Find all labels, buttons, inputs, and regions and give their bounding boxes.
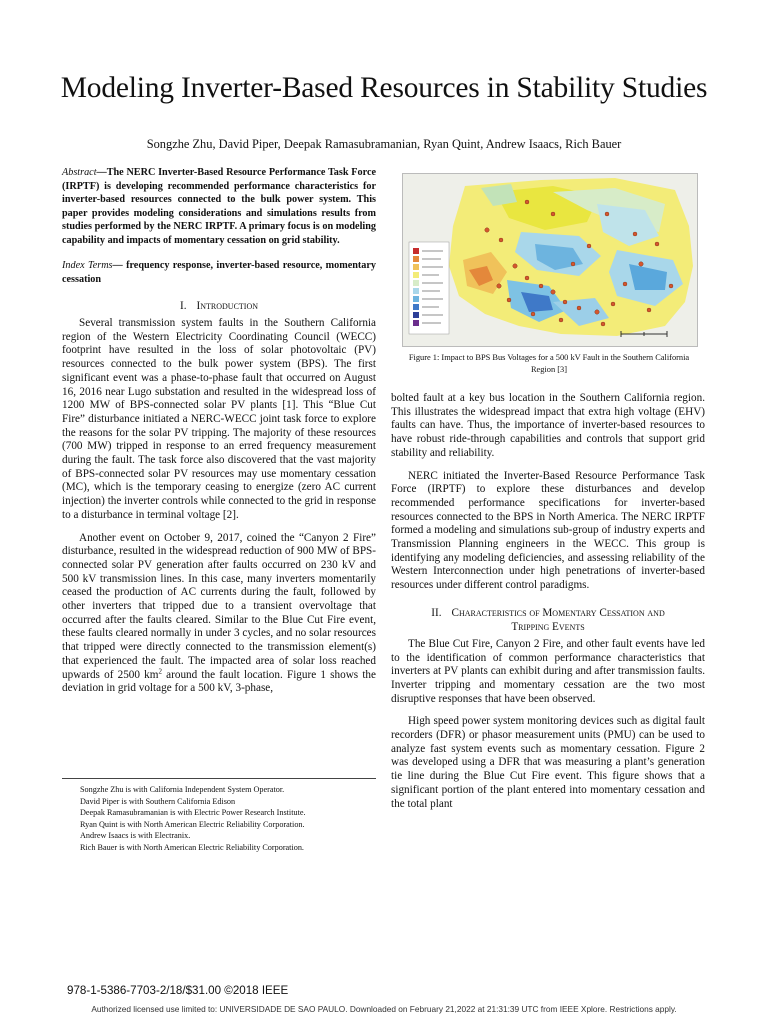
footnote: Songzhe Zhu is with California Independent System Operator. [80,785,285,794]
section-title: Introduction [196,300,259,312]
superscript: 2 [158,666,162,675]
copyright-notice: 978-1-5386-7703-2/18/$31.00 ©2018 IEEE [67,984,289,997]
index-terms [62,259,376,286]
index-terms-dash: — [112,260,127,271]
section-heading-line-2: Tripping Events [511,620,585,633]
paragraph: Several transmission system faults in the Southern California region of the Western Electricity Coordinating Council (WECC) footprint have resulted in the loss of solar photovoltaic (PV) resources connected to the bulk power system (BPS). The first significant event was a phase-to-phase fault that occurred on August 16, 2016 near Lugo substation and resulted in the widespread loss of 1200 MW of BPS-connected solar PV plants [1]. This “Blue Cut Fire” disturbance initiated a NERC-WECC joint task force to explore the reasons for the solar PV tripping. The majority of these resources (700 MW) tripped in response to an erred frequency measurement during the fault. The task force also discovered that the vast majority of BPS-connected solar PV resources may use momentary cessation (MC), which is the temporary ceasing to energize (zero AC current injection) the inverter controls while connected to the grid in response to a disturbance in terminal voltage [2]. [62,317,376,521]
footnote-divider [62,778,376,779]
paragraph-text: Another event on October 9, 2017, coined the “Canyon 2 Fire” disturbance, resulted in the widespread reduction of 900 MW of BPS-connected solar PV generation after faults occurred on 230 kV and 500 kV transmission lines. In this case, many inverters momentarily ceased the production of AC currents during the fault, followed by other inverters that tripped due to a transient overvoltage that occurred after the faults cleared. Similar to the Blue Cut Fire event, these faults cleared normally in under 3 cycles, and no solar resources that tripped were directly connected to the transmission element(s) that experienced the fault. The impacted area of solar loss reached upwards of 2500 km [62,531,376,681]
figure-1-caption: Figure 1: Impact to BPS Bus Voltages for a 500 kV Fault in the Southern California Region [3] [408,353,690,374]
figure-1-map [402,173,698,347]
footnote: David Piper is with Southern California Edison [80,796,236,806]
abstract-dash: — [96,167,107,178]
license-notice: Authorized licensed use limited to: UNIVERSIDADE DE SAO PAULO. Downloaded on February 21,2022 at 21:31:39 UTC from IEEE Xplore. Restrictions apply. [91,1004,677,1014]
section-title: Characteristics of Momentary Cessation and [451,606,665,619]
section-number: II. [431,606,442,619]
paragraph: NERC initiated the Inverter-Based Resource Performance Task Force (IRPTF) to explore these disturbances and develop recommended performance specifications for inverter-based resources connected to the BPS in North America. The NERC IRPTF formed a modeling and simulations sub-group of industry experts and Transmission Planning engineers in the WECC. This group is identifying any modeling deficiencies, and assessing reliability of the Western Interconnection under high penetrations of inverter-based resources under different control paradigms. [391,469,705,592]
index-terms-label: Index Terms [62,260,113,271]
author-affiliation-footnotes [80,784,380,854]
paragraph: bolted fault at a key bus location in the Southern California region. This illustrates the widespread impact that extra high voltage (EHV) faults can have. Thus, the importance of inverter-based resources to have robust ride-through capabilities and controls that support grid stability and reliability. [391,392,705,459]
section-heading-line-1 [391,606,705,620]
right-column [391,392,705,820]
voltage-contour-map-image [403,174,697,346]
footnote: Andrew Isaacs is with Electranix. [80,831,191,841]
paragraph: The Blue Cut Fire, Canyon 2 Fire, and other fault events have led to the identification of common performance characteristics that inverters at PV plants can exhibit during and after transmission faults. Inverter tripping and momentary cessation are the two most disruptive responses that have been observed. [391,637,705,705]
index-terms-text: frequency response, inverter-based resource, momentary cessation [62,260,376,285]
section-heading-introduction [62,299,376,313]
author-list: Songzhe Zhu, David Piper, Deepak Ramasubramanian, Ryan Quint, Andrew Isaacs, Rich Bauer [146,137,622,151]
footnote: Deepak Ramasubramanian is with Electric Power Research Institute. [80,808,306,818]
paragraph: High speed power system monitoring devices such as digital fault recorders (DFR) or phasor measurement units (PMU) can be used to analyze fast system events such as momentary cessation. Figure 2 was developed using a DFR that was measuring a plant’s generation tie line during the Blue Cut Fire event. This figure shows that a significant portion of the plant entered into momentary cessation and the total plant [391,715,705,810]
abstract [62,166,376,247]
paper-title: Modeling Inverter-Based Resources in Stability Studies [60,72,708,104]
paragraph [62,532,376,696]
abstract-label: Abstract [62,167,97,178]
abstract-text: The NERC Inverter-Based Resource Performance Task Force (IRPTF) is developing recommended performance characteristics for inverter-based resources connected to the bulk power system. This paper provides modeling considerations and simulations results from studies performed by the NERC IRPTF. A primary focus is on modeling capability and impacts of momentary cessation on grid stability. [62,167,376,246]
footnote: Rich Bauer is with North American Electric Reliability Corporation. [80,842,304,852]
footnote: Ryan Quint is with North American Electric Reliability Corporation. [80,819,305,829]
left-column [62,166,376,705]
section-heading-characteristics [391,606,705,634]
section-number: I. [179,300,187,312]
paragraph-text-tail: around the fault location. Figure 1 shows the deviation in grid voltage for a 500 kV, 3-phase, [62,668,376,695]
